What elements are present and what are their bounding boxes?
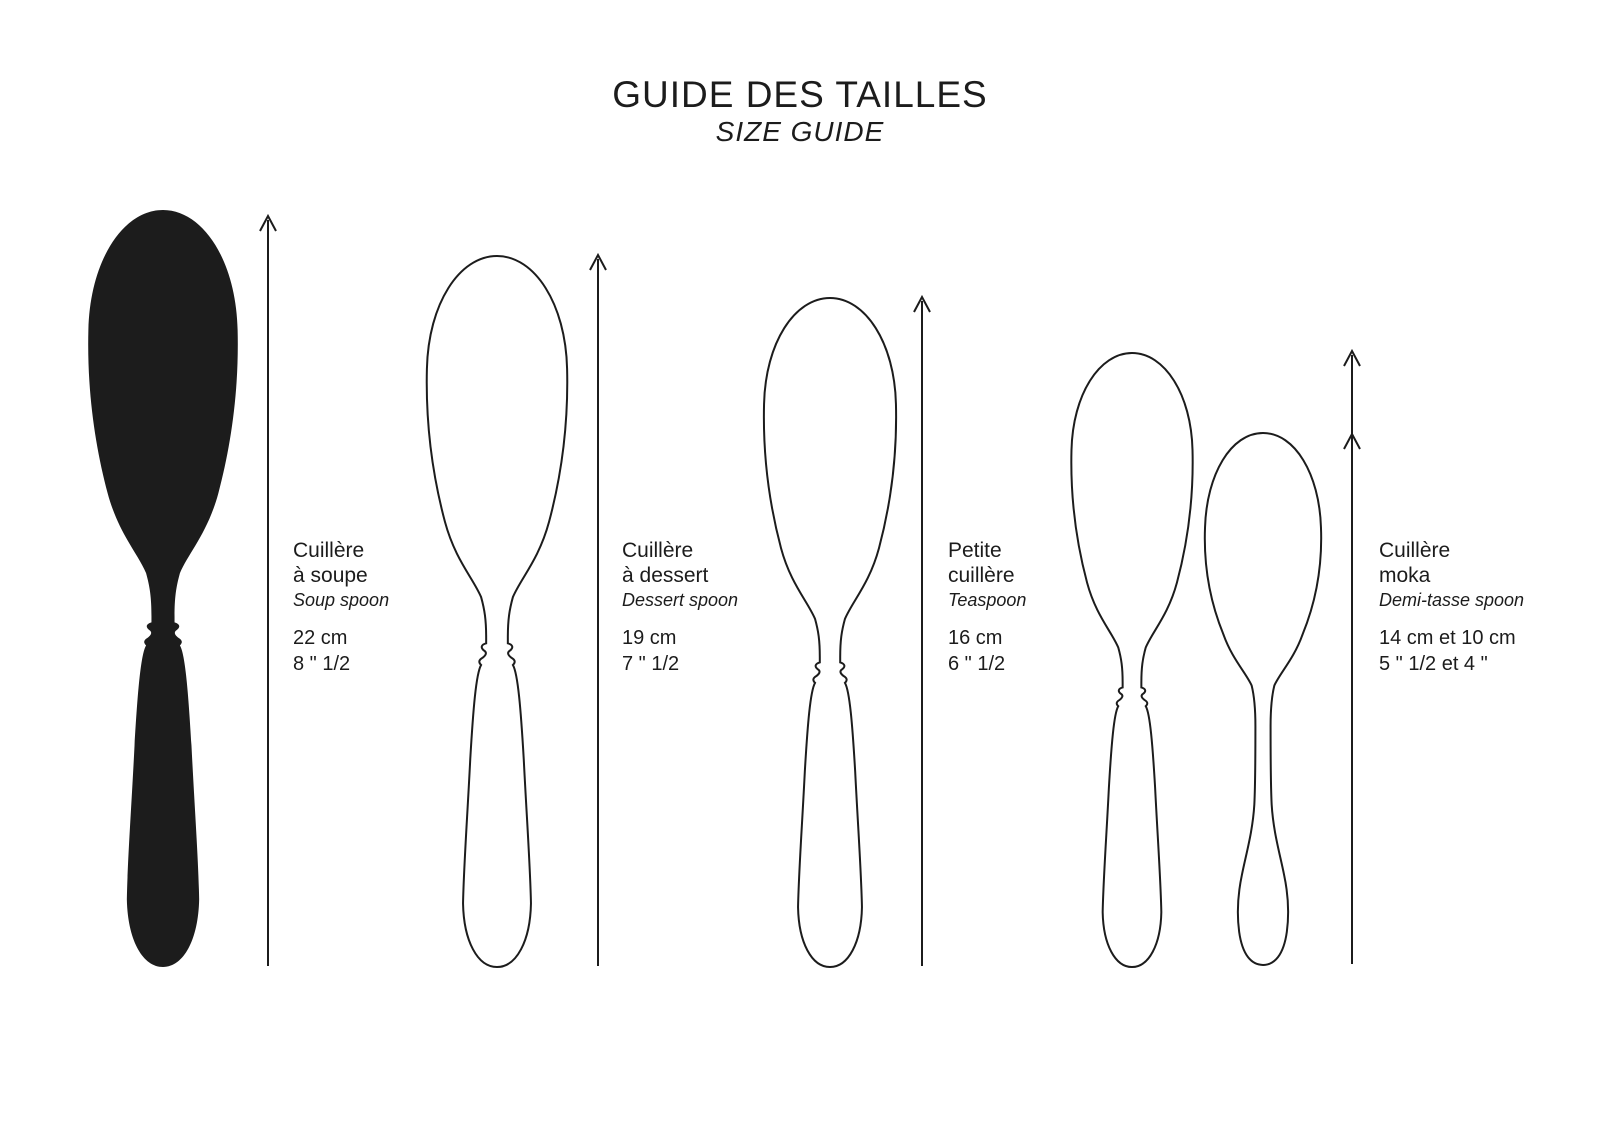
spoon-name-en: Soup spoon bbox=[293, 590, 390, 610]
spoon-name-fr: à soupe bbox=[293, 564, 368, 587]
spoon-name-en: Teaspoon bbox=[948, 590, 1027, 610]
spoon-name-en: Dessert spoon bbox=[622, 590, 739, 610]
moka-spoon-label bbox=[1379, 538, 1600, 677]
dessert-spoon-label bbox=[622, 538, 872, 677]
dessert-spoon-measurement-arrow bbox=[590, 255, 606, 966]
spoon-name-fr: Cuillère bbox=[293, 539, 365, 562]
teaspoon-measurement-arrow bbox=[914, 297, 930, 966]
spoon-sizes bbox=[622, 625, 872, 677]
size-imperial: 6 " 1/2 bbox=[948, 653, 1006, 675]
soup-spoon-shape bbox=[88, 210, 238, 967]
soup-spoon-measurement-arrow bbox=[260, 216, 276, 966]
size-metric: 14 cm et 10 cm bbox=[1379, 627, 1516, 649]
spoon-sizes bbox=[293, 625, 543, 677]
size-metric: 19 cm bbox=[622, 627, 677, 649]
moka-spoon-measurement-arrow bbox=[1344, 351, 1360, 964]
spoon-sizes bbox=[1379, 625, 1600, 677]
spoon-name-fr: Cuillère bbox=[622, 539, 694, 562]
moka-spoon-small-shape bbox=[1205, 433, 1321, 965]
teaspoon-label bbox=[948, 538, 1198, 677]
size-metric: 16 cm bbox=[948, 627, 1003, 649]
spoon-name-fr: Cuillère bbox=[1379, 539, 1451, 562]
size-imperial: 8 " 1/2 bbox=[293, 653, 351, 675]
spoon-name-en: Demi-tasse spoon bbox=[1379, 590, 1525, 610]
spoon-name-fr: moka bbox=[1379, 564, 1431, 587]
page-title: GUIDE DES TAILLES bbox=[612, 74, 988, 115]
spoon-name-fr: à dessert bbox=[622, 564, 709, 587]
spoon-name-fr: Petite bbox=[948, 539, 1002, 562]
spoon-name-fr: cuillère bbox=[948, 564, 1015, 587]
spoon-sizes bbox=[948, 625, 1198, 677]
page-subtitle: SIZE GUIDE bbox=[715, 116, 885, 147]
size-imperial: 5 " 1/2 et 4 " bbox=[1379, 653, 1488, 675]
size-metric: 22 cm bbox=[293, 627, 348, 649]
soup-spoon-label bbox=[293, 538, 543, 677]
size-imperial: 7 " 1/2 bbox=[622, 653, 680, 675]
